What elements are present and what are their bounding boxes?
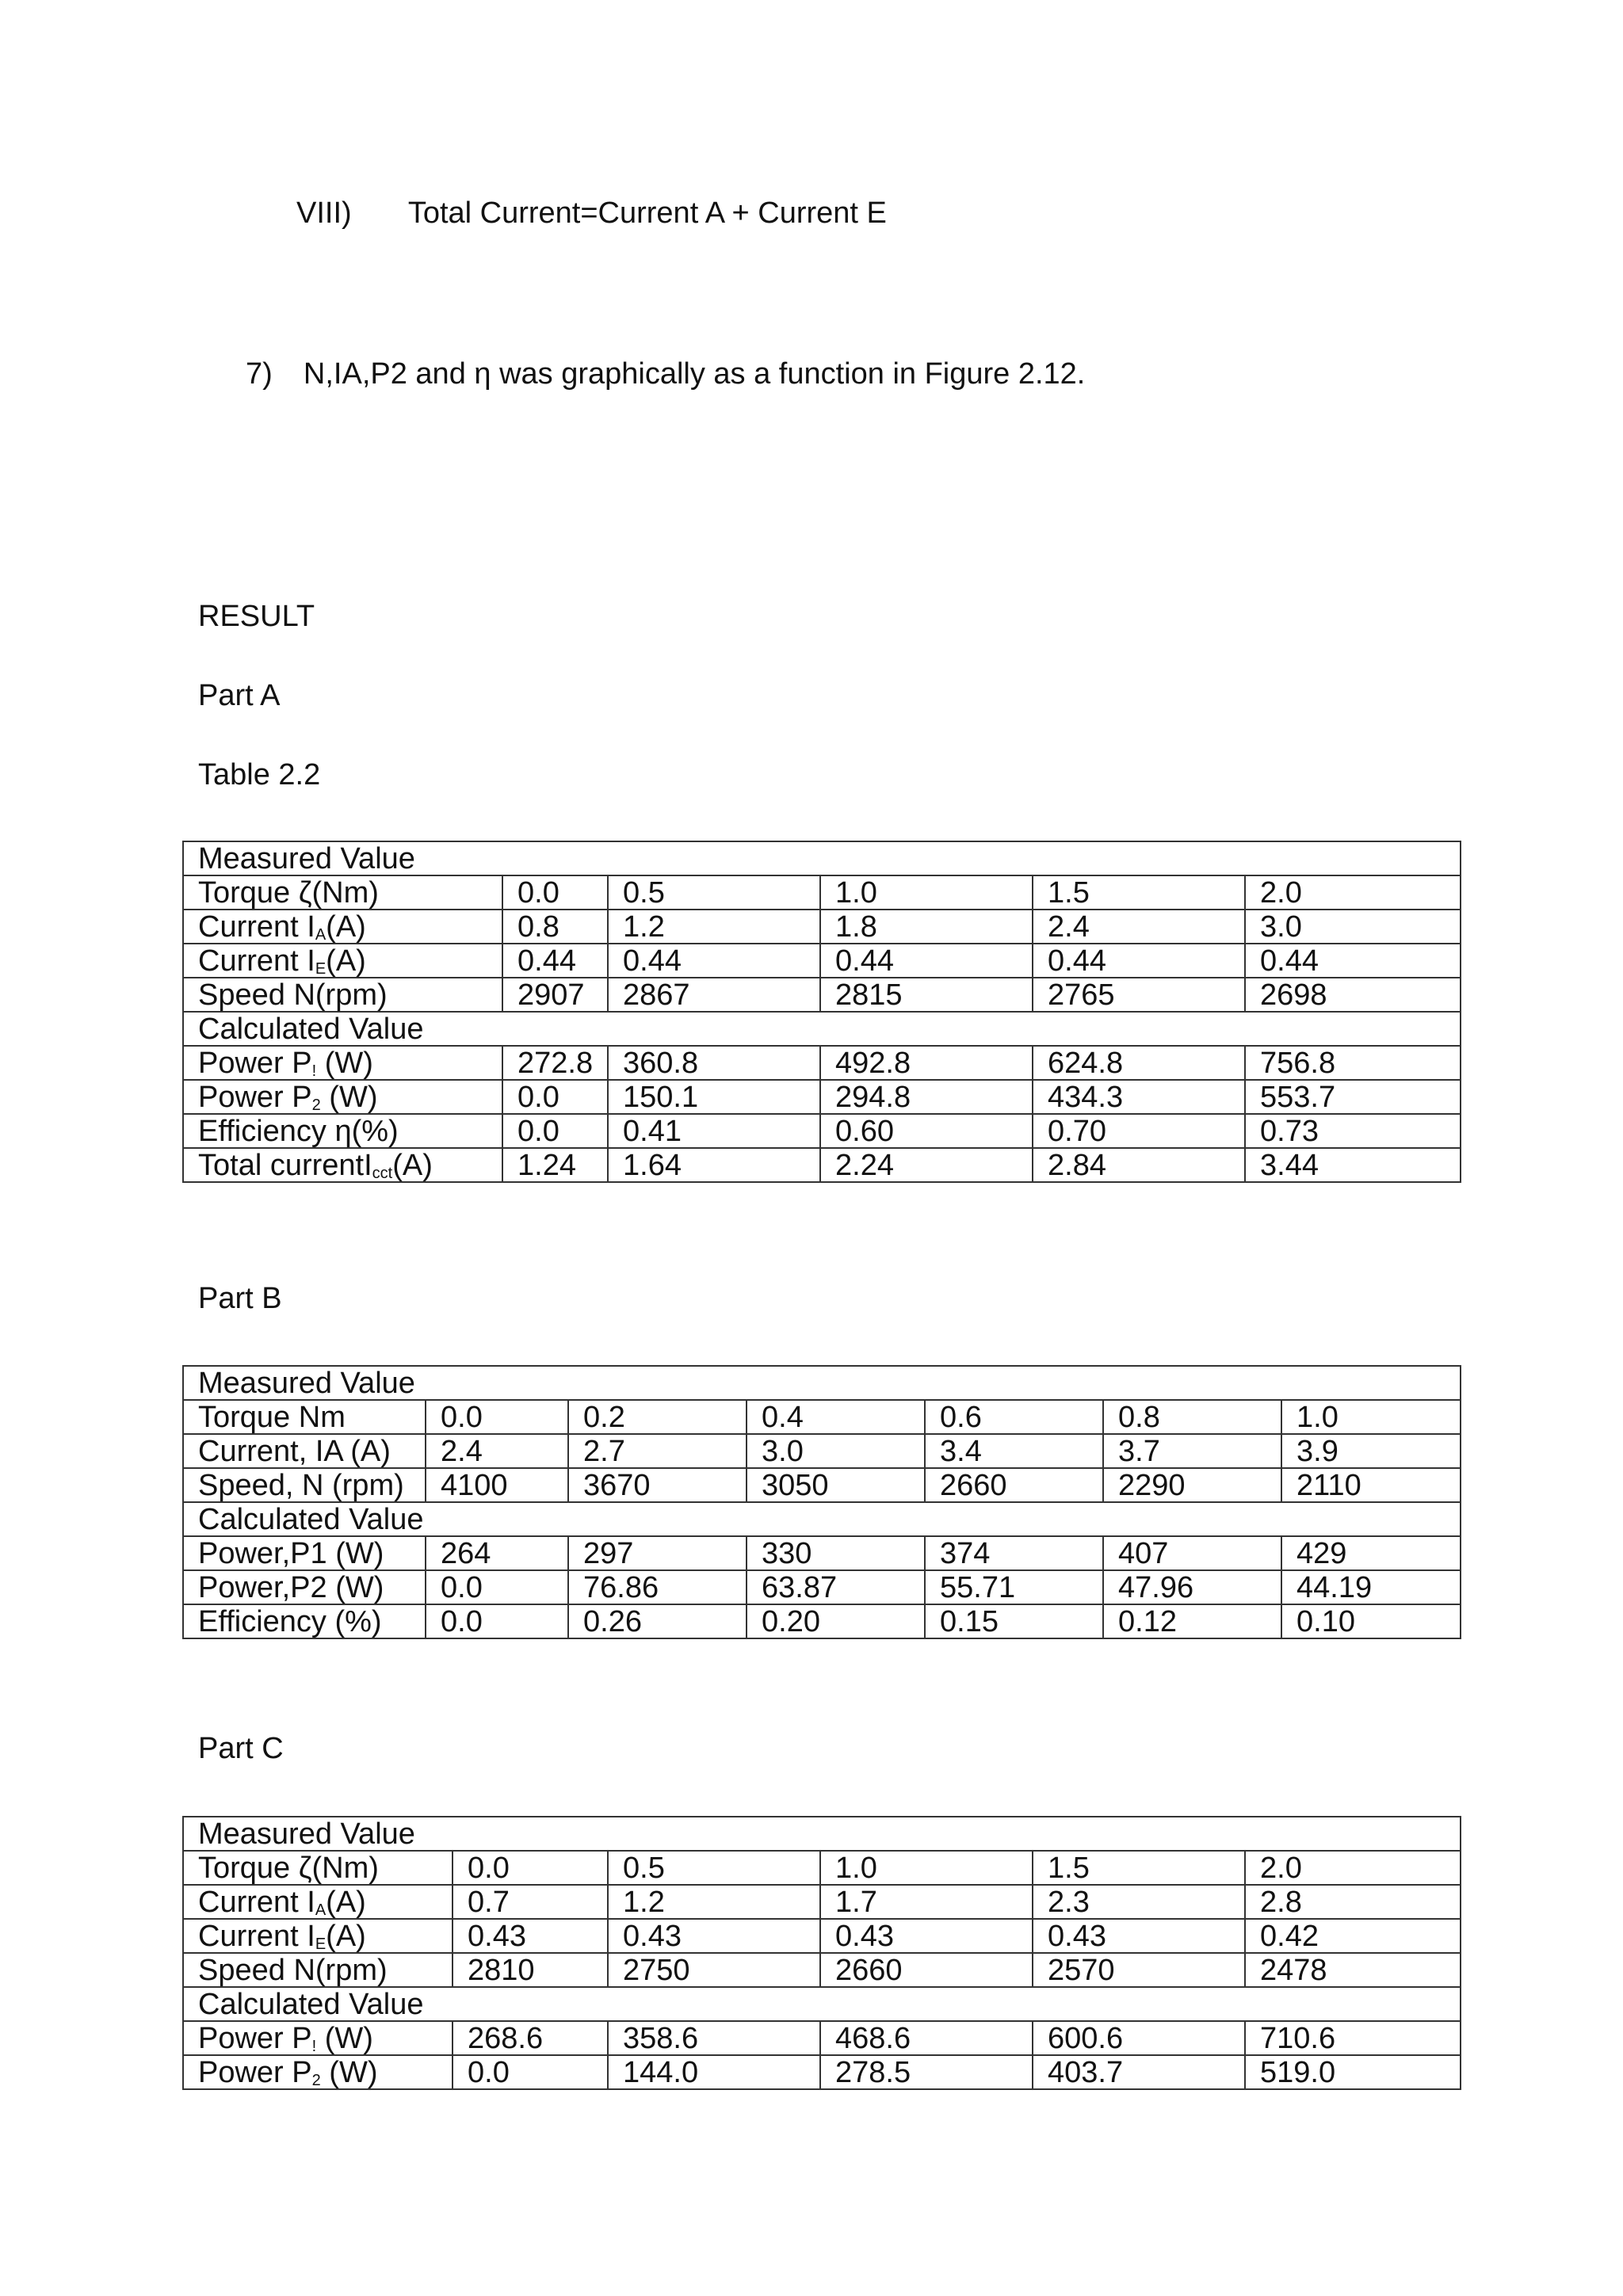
table-row — [183, 1080, 1461, 1114]
table-cell: 3.7 — [1103, 1434, 1281, 1468]
subscript: A — [315, 1901, 327, 1919]
table-cell: 553.7 — [1245, 1080, 1461, 1114]
table-cell: 2290 — [1103, 1468, 1281, 1502]
table-cell: 519.0 — [1245, 2055, 1461, 2089]
table-cell: 1.8 — [820, 910, 1033, 944]
row-label: Torque ζ(Nm) — [183, 875, 502, 910]
table-cell: 2.7 — [568, 1434, 747, 1468]
table-cell: 0.43 — [1033, 1919, 1245, 1953]
section-row — [183, 841, 1461, 875]
row-label: Current $I_A(A)$ — [183, 1885, 453, 1919]
subscript: ! — [311, 1062, 317, 1080]
table-cell: 0.44 — [1033, 944, 1245, 978]
subscript: 2 — [311, 2071, 321, 2089]
table-cell: 0.0 — [502, 1114, 608, 1148]
table-cell: 2.84 — [1033, 1148, 1245, 1182]
table-cell: 2.4 — [1033, 910, 1245, 944]
row-label: Current $I_E(A)$ — [183, 944, 502, 978]
table-cell: 360.8 — [608, 1046, 820, 1080]
table-cell: 358.6 — [608, 2021, 820, 2055]
table-cell: 47.96 — [1103, 1570, 1281, 1604]
table-cell: 2907 — [502, 978, 608, 1012]
row-label: Speed, N (rpm) — [183, 1468, 426, 1502]
table-cell: 3.0 — [747, 1434, 925, 1468]
table-cell: 0.44 — [608, 944, 820, 978]
table-cell: 434.3 — [1033, 1080, 1245, 1114]
table-cell: 1.0 — [820, 1851, 1033, 1885]
table-cell: 2478 — [1245, 1953, 1461, 1987]
table-cell: 2867 — [608, 978, 820, 1012]
section-row — [183, 1012, 1461, 1046]
table-row — [183, 1400, 1461, 1434]
table-cell: 2698 — [1245, 978, 1461, 1012]
table-cell: 403.7 — [1033, 2055, 1245, 2089]
table-cell: 0.15 — [925, 1604, 1103, 1638]
table-cell: 0.26 — [568, 1604, 747, 1638]
table-cell: 2570 — [1033, 1953, 1245, 1987]
table-cell: 55.71 — [925, 1570, 1103, 1604]
table-cell: 0.2 — [568, 1400, 747, 1434]
table-cell: 3.4 — [925, 1434, 1103, 1468]
table-row — [183, 1434, 1461, 1468]
table-cell: 294.8 — [820, 1080, 1033, 1114]
row-label: Power,P1 (W) — [183, 1536, 426, 1570]
item-7-line — [246, 357, 1085, 393]
table-cell: 0.43 — [453, 1919, 608, 1953]
table-cell: 0.5 — [608, 875, 820, 910]
table-cell: 1.5 — [1033, 1851, 1245, 1885]
row-label: Current, IA (A) — [183, 1434, 426, 1468]
table-cell: 3.0 — [1245, 910, 1461, 944]
table-cell: 264 — [426, 1536, 568, 1570]
table-cell: 44.19 — [1281, 1570, 1461, 1604]
table-cell: 407 — [1103, 1536, 1281, 1570]
table-cell: 268.6 — [453, 2021, 608, 2055]
table-cell: 0.42 — [1245, 1919, 1461, 1953]
section-row — [183, 1502, 1461, 1536]
subscript: cct — [372, 1164, 393, 1182]
table-cell: 600.6 — [1033, 2021, 1245, 2055]
table-cell: 0.20 — [747, 1604, 925, 1638]
table-cell: 0.0 — [453, 2055, 608, 2089]
table-cell: 0.60 — [820, 1114, 1033, 1148]
table-cell: 2.0 — [1245, 1851, 1461, 1885]
table-cell: 0.12 — [1103, 1604, 1281, 1638]
table-row — [183, 1851, 1461, 1885]
part-b-heading: Part B — [198, 1282, 282, 1315]
table-cell: 1.7 — [820, 1885, 1033, 1919]
table-cell: 2810 — [453, 1953, 608, 1987]
subscript: A — [315, 925, 327, 944]
table-cell: 0.44 — [502, 944, 608, 978]
subscript: 2 — [311, 1096, 321, 1114]
table-cell: 1.0 — [1281, 1400, 1461, 1434]
table-cell: 0.8 — [1103, 1400, 1281, 1434]
part-c-heading: Part C — [198, 1732, 284, 1765]
viii-number: VIII) — [296, 196, 352, 230]
table-cell: 2.3 — [1033, 1885, 1245, 1919]
table-cell: 756.8 — [1245, 1046, 1461, 1080]
table-row — [183, 2055, 1461, 2089]
table-cell: 2765 — [1033, 978, 1245, 1012]
table-cell: 3670 — [568, 1468, 747, 1502]
table-cell: 0.8 — [502, 910, 608, 944]
table-cell: 4100 — [426, 1468, 568, 1502]
row-label: Power,P2 (W) — [183, 1570, 426, 1604]
row-label: Current $I_A(A)$ — [183, 910, 502, 944]
table-cell: 2.0 — [1245, 875, 1461, 910]
table-row — [183, 2021, 1461, 2055]
table-part-b — [182, 1365, 1461, 1639]
table-cell: 0.6 — [925, 1400, 1103, 1434]
table-cell: 0.43 — [820, 1919, 1033, 1953]
table-cell: 76.86 — [568, 1570, 747, 1604]
table-cell: 1.64 — [608, 1148, 820, 1182]
table-cell: 278.5 — [820, 2055, 1033, 2089]
table-row — [183, 1604, 1461, 1638]
table-part-c — [182, 1816, 1461, 2090]
table-cell: 297 — [568, 1536, 747, 1570]
row-label: Power $P_2$ (W) — [183, 2055, 453, 2089]
table-cell: 1.2 — [608, 1885, 820, 1919]
row-label: Power $P_!$ (W) — [183, 1046, 502, 1080]
table-row — [183, 1114, 1461, 1148]
table-row — [183, 1536, 1461, 1570]
row-label: Torque ζ(Nm) — [183, 1851, 453, 1885]
table-row — [183, 1148, 1461, 1182]
table-cell: 63.87 — [747, 1570, 925, 1604]
section-label: Calculated Value — [183, 1012, 1461, 1046]
table-cell: 2110 — [1281, 1468, 1461, 1502]
table-cell: 374 — [925, 1536, 1103, 1570]
table-row — [183, 1919, 1461, 1953]
table-row — [183, 1046, 1461, 1080]
row-label: Speed N(rpm) — [183, 978, 502, 1012]
table-cell: 2660 — [820, 1953, 1033, 1987]
table-cell: 0.41 — [608, 1114, 820, 1148]
table-cell: 2.4 — [426, 1434, 568, 1468]
item-7-number: 7) — [246, 357, 273, 391]
row-label: Current $I_E(A)$ — [183, 1919, 453, 1953]
table-cell: 3.44 — [1245, 1148, 1461, 1182]
table-cell: 0.0 — [502, 1080, 608, 1114]
section-label: Measured Value — [183, 841, 1461, 875]
item-7-text: N,IA,P2 and η was graphically as a function in Figure 2.12. — [303, 357, 1086, 391]
table-cell: 0.4 — [747, 1400, 925, 1434]
table-cell: 1.5 — [1033, 875, 1245, 910]
table-cell: 150.1 — [608, 1080, 820, 1114]
table-cell: 330 — [747, 1536, 925, 1570]
table-cell: 2.8 — [1245, 1885, 1461, 1919]
table-row — [183, 1570, 1461, 1604]
table-cell: 3050 — [747, 1468, 925, 1502]
table-cell: 0.70 — [1033, 1114, 1245, 1148]
subscript: ! — [311, 2037, 317, 2055]
table-row — [183, 910, 1461, 944]
section-row — [183, 1817, 1461, 1851]
row-label: Power $P_!$ (W) — [183, 2021, 453, 2055]
table-cell: 1.2 — [608, 910, 820, 944]
table-cell: 2815 — [820, 978, 1033, 1012]
table-cell: 144.0 — [608, 2055, 820, 2089]
table-cell: 2660 — [925, 1468, 1103, 1502]
row-label: Power $P_2$ (W) — [183, 1080, 502, 1114]
table-cell: 429 — [1281, 1536, 1461, 1570]
table-cell: 0.73 — [1245, 1114, 1461, 1148]
table-cell: 624.8 — [1033, 1046, 1245, 1080]
table-cell: 0.0 — [453, 1851, 608, 1885]
section-row — [183, 1987, 1461, 2021]
row-label: Efficiency (%) — [183, 1604, 426, 1638]
table-cell: 0.5 — [608, 1851, 820, 1885]
table-cell: 3.9 — [1281, 1434, 1461, 1468]
table-cell: 2750 — [608, 1953, 820, 1987]
row-label: Efficiency η(%) — [183, 1114, 502, 1148]
table-cell: 710.6 — [1245, 2021, 1461, 2055]
section-label: Measured Value — [183, 1817, 1461, 1851]
table-row — [183, 1885, 1461, 1919]
viii-text: Total Current=Current A + Current E — [407, 196, 887, 230]
table-row — [183, 944, 1461, 978]
viii-line — [296, 196, 887, 232]
table-label: Table 2.2 — [198, 758, 321, 791]
table-cell: 272.8 — [502, 1046, 608, 1080]
table-row — [183, 875, 1461, 910]
table-row — [183, 1468, 1461, 1502]
table-cell: 492.8 — [820, 1046, 1033, 1080]
row-label: Torque Nm — [183, 1400, 426, 1434]
section-label: Calculated Value — [183, 1502, 1461, 1536]
subscript: E — [315, 1935, 327, 1953]
table-row — [183, 978, 1461, 1012]
table-cell: 0.43 — [608, 1919, 820, 1953]
table-cell: 468.6 — [820, 2021, 1033, 2055]
table-cell: 0.10 — [1281, 1604, 1461, 1638]
part-a-heading: Part A — [198, 679, 281, 712]
table-cell: 0.0 — [426, 1570, 568, 1604]
table-cell: 1.0 — [820, 875, 1033, 910]
result-heading: RESULT — [198, 600, 315, 633]
section-label: Calculated Value — [183, 1987, 1461, 2021]
table-cell: 0.0 — [426, 1400, 568, 1434]
table-cell: 0.44 — [820, 944, 1033, 978]
table-row — [183, 1953, 1461, 1987]
table-part-a — [182, 841, 1461, 1183]
section-label: Measured Value — [183, 1366, 1461, 1400]
subscript: E — [315, 959, 327, 978]
section-row — [183, 1366, 1461, 1400]
table-cell: 0.7 — [453, 1885, 608, 1919]
row-label: Speed N(rpm) — [183, 1953, 453, 1987]
row-label: Total currentI$_{cct}$(A) — [183, 1148, 502, 1182]
table-cell: 0.0 — [426, 1604, 568, 1638]
table-cell: 1.24 — [502, 1148, 608, 1182]
table-cell: 0.44 — [1245, 944, 1461, 978]
table-cell: 2.24 — [820, 1148, 1033, 1182]
table-cell: 0.0 — [502, 875, 608, 910]
